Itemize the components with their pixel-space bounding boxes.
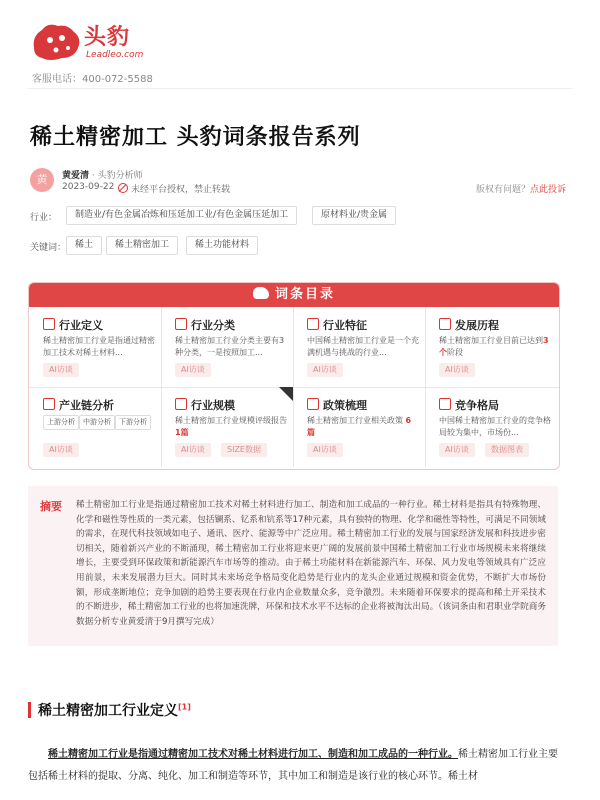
- catalog-item-chain[interactable]: 产业链分析 上游分析 中游分析 下游分析 AI访谈: [29, 387, 162, 467]
- publish-date: 2023-09-22: [62, 182, 115, 192]
- downstream-tag[interactable]: 下游分析: [115, 415, 151, 430]
- chain-icon: [43, 398, 55, 410]
- definition-highlight: 稀土精密加工行业是指通过精密加工技术对稀土材料进行加工、制造和加工成品的一种行业。: [48, 749, 458, 760]
- hotline: 客服电话：400-072-5588: [32, 74, 153, 85]
- midstream-tag[interactable]: 中游分析: [79, 415, 115, 430]
- divider: [28, 88, 572, 89]
- industry-tag[interactable]: 制造业/有色金属冶炼和压延加工业/有色金属压延加工: [66, 206, 297, 225]
- catalog-item-classification[interactable]: 行业分类 稀土精密加工行业分类主要有3种分类，一是按照加工... AI访谈: [161, 307, 294, 388]
- section-paragraph: 稀土精密加工行业是指通过精密加工技术对稀土材料进行加工、制造和加工成品的一种行业。稀土精密加工行业主要包括稀土材料的提取、分离、纯化、加工和制造等环节，其中加工和制造是该行业的核心环节。稀土材: [28, 749, 558, 782]
- keyword-tag[interactable]: 稀土: [66, 236, 102, 255]
- size-data-tag[interactable]: SIZE数据: [221, 443, 267, 457]
- corner-flag-icon: [279, 387, 293, 401]
- prohibit-icon: [118, 183, 128, 193]
- author-role: · 头豹分析师: [91, 171, 143, 181]
- author-info: [62, 168, 143, 181]
- avatar: 黄: [30, 168, 54, 192]
- page-title: 稀土精密加工 头豹词条报告系列: [30, 125, 361, 150]
- catalog-item-features[interactable]: 行业特征 中国稀土精密加工行业是一个充满机遇与挑战的行业... AI访谈: [293, 307, 426, 388]
- industry-tag[interactable]: 原材料业/贵金属: [312, 206, 396, 225]
- keyword-tag[interactable]: 稀土功能材料: [186, 236, 258, 255]
- catalog-item-policy[interactable]: 政策梳理 稀土精密加工行业相关政策 6篇 AI访谈: [293, 387, 426, 467]
- complaint-link[interactable]: 点此投诉: [530, 185, 567, 195]
- keyword-tag[interactable]: 稀土精密加工: [106, 236, 178, 255]
- ai-interview-tag[interactable]: AI访谈: [43, 363, 79, 377]
- ai-interview-tag[interactable]: AI访谈: [439, 443, 475, 457]
- grid-icon: [307, 318, 319, 330]
- brand-url[interactable]: Leadleo.com: [86, 50, 144, 60]
- ai-interview-tag[interactable]: AI访谈: [307, 443, 343, 457]
- keywords-label: 关键词：: [30, 243, 67, 253]
- catalog-item-history[interactable]: 发展历程 稀土精密加工行业目前已达到3个阶段 AI访谈: [425, 307, 559, 388]
- pie-chart-icon: [439, 398, 451, 410]
- abstract-text: 稀土精密加工行业是指通过精密加工技术对稀土材料进行加工、制造和加工成品的一种行业。稀土材料是指具有特殊物理、化学和磁性等性质的一类元素，包括镧系、钇系和钪系等17种元素，具有独特的物理、化学和磁性等特性，可满足不同领域的需求，在现代科技领域如电子、通讯、医疗、能源等中广泛应用。稀土精密加工行业的发展与国家经济发展和科技进步密切相关，随着新兴产业的不断涌现，稀土精密加工行业将迎来更广阔的发展前景中国稀土精密加工行业市场规模未来将继续增长，主要受到环保政策和新能源汽车市场等的推动。由于稀土功能材料在新能源汽车、环保、风力发电等领域具有广泛应用前景，未来发展潜力巨大。同时其未来场竞争格局变化趋势是行业内的龙头企业通过规模和资金优势，不断扩大市场份额，形成垄断地位；竞争加剧的趋势主要表现在行业内企业数量众多，竞争激烈。未来随着环保要求的提高和稀土开采技术的不断进步，稀土精密加工行业的也将加速洗牌，环保和技术水平不达标的企业将被淘汰出局。（该词条由和君职业学院商务数据分析专业黄爱清于9月撰写完成）: [76, 500, 546, 627]
- section-marker: [28, 702, 31, 718]
- industry-label: 行业：: [30, 213, 58, 223]
- section-title: 稀土精密加工行业定义[1]: [38, 702, 191, 719]
- bar-chart-icon: [175, 398, 187, 410]
- search-doc-icon: [43, 318, 55, 330]
- ai-interview-tag[interactable]: AI访谈: [175, 363, 211, 377]
- ai-interview-tag[interactable]: AI访谈: [439, 363, 475, 377]
- ai-interview-tag[interactable]: AI访谈: [175, 443, 211, 457]
- timeline-icon: [439, 318, 451, 330]
- ai-interview-tag[interactable]: AI访谈: [43, 443, 79, 457]
- document-icon: [307, 398, 319, 410]
- ai-interview-tag[interactable]: AI访谈: [307, 363, 343, 377]
- catalog-panel: [28, 282, 560, 470]
- no-repost-notice: 未经平台授权，禁止转载: [118, 182, 230, 195]
- catalog-item-scale[interactable]: 行业规模 稀土精密加工行业规模评级报告 1篇 AI访谈 SIZE数据: [161, 387, 294, 467]
- catalog-item-definition[interactable]: 行业定义 稀土精密加工行业是指通过精密加工技术对稀土材料... AI访谈: [29, 307, 162, 388]
- reference-link[interactable]: [1]: [178, 702, 191, 712]
- author-name[interactable]: 黄爱清: [62, 171, 90, 181]
- copyright-complaint: 版权有问题？点此投诉: [476, 185, 567, 195]
- abstract-label: 摘要: [40, 500, 62, 513]
- brand-name: 头豹: [84, 25, 131, 50]
- leopard-icon: [253, 287, 269, 299]
- catalog-item-competition[interactable]: 竞争格局 中国稀土精密加工行业的竞争格局较为集中，市场份... AI访谈 数据图表: [425, 387, 559, 467]
- leopard-logo-icon: [28, 18, 84, 64]
- hierarchy-icon: [175, 318, 187, 330]
- catalog-title: 词条目录: [29, 283, 559, 307]
- data-chart-tag[interactable]: 数据图表: [485, 443, 529, 457]
- upstream-tag[interactable]: 上游分析: [43, 415, 79, 430]
- abstract-box: [28, 486, 558, 646]
